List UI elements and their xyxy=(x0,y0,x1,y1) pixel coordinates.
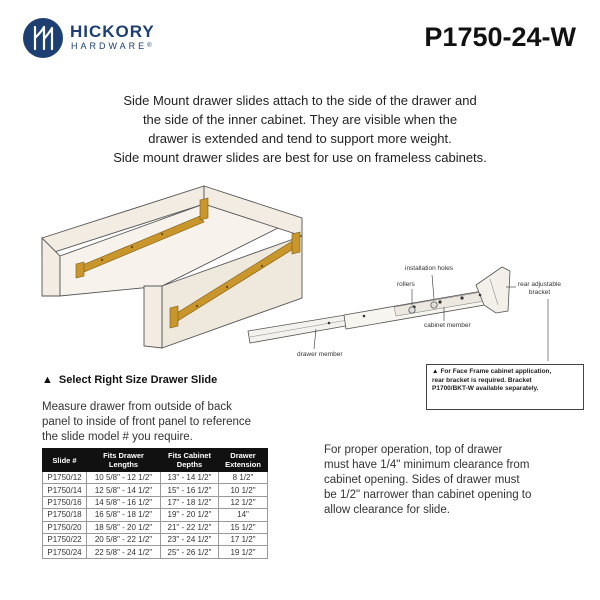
header-slide: Slide # xyxy=(43,449,87,472)
intro-line: drawer is extended and tend to support more weight. xyxy=(148,131,452,146)
size-table xyxy=(42,448,268,559)
table-row: P1750/24 22 5/8" - 24 1/2" 25" - 26 1/2" 19 1/2" xyxy=(43,546,268,558)
intro-line: Side mount drawer slides are best for use on frameless cabinets. xyxy=(113,150,487,165)
intro-text xyxy=(40,91,560,167)
header-drawer-lengths: Fits Drawer Lengths xyxy=(87,449,161,472)
brand-logo xyxy=(22,17,170,61)
table-row: P1750/20 18 5/8" - 20 1/2" 21" - 22 1/2" 15 1/2" xyxy=(43,521,268,533)
table-row: P1750/16 14 5/8" - 16 1/2" 17" - 18 1/2" 12 1/2" xyxy=(43,496,268,508)
table-row: P1750/18 16 5/8" - 18 1/2" 19" - 20 1/2" 14" xyxy=(43,509,268,521)
table-row: P1750/22 20 5/8" - 22 1/2" 23" - 24 1/2" 17 1/2" xyxy=(43,533,268,545)
label-cabinet-member: cabinet member xyxy=(424,322,471,329)
clearance-instructions: For proper operation, top of drawer must have 1/4" minimum clearance from cabinet opening. Sides of drawer must be 1/2" narrower than cabinet opening to allow clearance for slide. xyxy=(324,444,532,516)
table-row: P1750/12 10 5/8" - 12 1/2" 13" - 14 1/2" 8 1/2" xyxy=(43,472,268,484)
measure-instructions: Measure drawer from outside of back panel to inside of front panel to reference the slide model # you require. xyxy=(42,401,252,443)
header-cabinet-depths: Fits Cabinet Depths xyxy=(161,449,219,472)
intro-line: Side Mount drawer slides attach to the side of the drawer and xyxy=(123,93,477,108)
section-title: ▲ Select Right Size Drawer Slide xyxy=(42,374,218,386)
model-number: P1750-24-W xyxy=(424,22,576,52)
header-drawer-extension: Drawer Extension xyxy=(219,449,268,472)
brand-name: HICKORY xyxy=(70,22,155,41)
table-row: P1750/14 12 5/8" - 14 1/2" 15" - 16 1/2" 10 1/2" xyxy=(43,484,268,496)
warning-icon: ▲ xyxy=(432,368,439,375)
label-rollers: rollers xyxy=(397,281,415,288)
label-drawer-member: drawer member xyxy=(297,351,343,358)
intro-line: the side of the inner cabinet. They are visible when the xyxy=(142,112,458,127)
face-frame-note: ▲ For Face Frame cabinet application, rear bracket is required. Bracket P1700/BKT-W available separately. xyxy=(426,364,584,410)
label-rear-bracket: rear adjustable bracket xyxy=(518,281,561,296)
hickory-logo-icon xyxy=(22,17,64,59)
brand-sub: HARDWARE® xyxy=(71,41,152,51)
warning-icon: ▲ xyxy=(42,374,53,386)
table-header-row xyxy=(43,449,268,472)
label-installation-holes: installation holes xyxy=(405,265,454,272)
